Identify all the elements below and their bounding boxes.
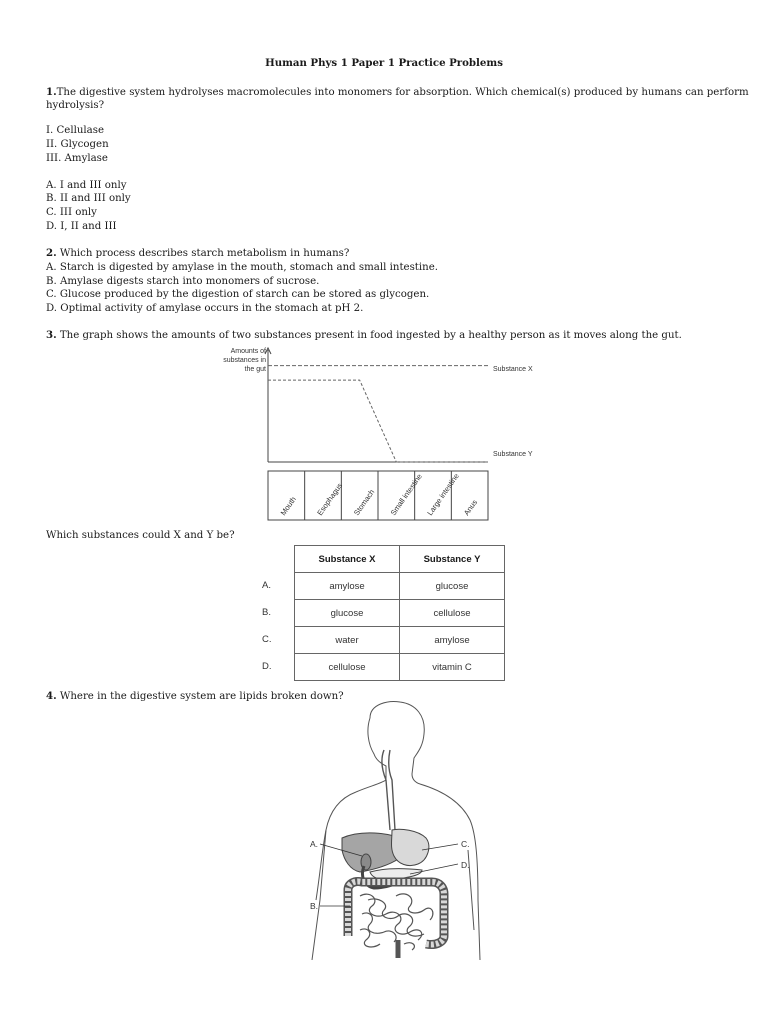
table-row [295,600,505,627]
row-letter: B. [262,607,271,618]
digestive-system-diagram [300,700,500,960]
diagram-label-a: A. [310,839,319,849]
face-outline [356,718,386,792]
q2-option: C. Glucose produced by the digestion of starch can be stored as glycogen. [46,289,430,300]
q2-option: A. Starch is digested by amylase in the mouth, stomach and small intestine. [46,262,438,273]
question-1-text-cont: hydrolysis? [46,100,105,111]
question-3-text: The graph shows the amounts of two substances present in food ingested by a healthy person as it moves along the gut. [56,330,682,341]
question-1-number: 1. [46,86,57,98]
diagram-label-d: D. [461,860,470,870]
q1-item: III. Amylase [46,153,108,164]
table-row [295,627,505,654]
q1-option: D. I, II and III [46,221,117,232]
question-2-text: Which process describes starch metabolism in humans? [56,248,350,259]
row-letter: D. [262,661,272,672]
table-cell: water [295,627,400,654]
table-cell: cellulose [295,654,400,681]
q1-item: I. Cellulase [46,125,104,136]
head-outline [370,702,424,784]
answer-table [294,545,505,681]
question-2-number: 2. [46,247,57,259]
question-4 [46,690,344,704]
category-label: Mouth [278,494,298,518]
table-cell: glucose [400,573,505,600]
question-4-number: 4. [46,690,57,702]
row-letter: C. [262,634,272,645]
torso-right [420,784,480,960]
stomach [392,829,429,865]
q2-option: B. Amylase digests starch into monomers of sucrose. [46,276,320,287]
question-3-follow-up: Which substances could X and Y be? [46,530,235,541]
question-4-text: Where in the digestive system are lipids broken down? [56,691,344,702]
category-label: Small intestine [388,472,424,518]
pointer-line-d [410,864,458,874]
question-3-number: 3. [46,329,57,341]
table-cell: cellulose [400,600,505,627]
table-header-row [295,546,505,573]
row-letter: A. [262,580,271,591]
table-cell: vitamin C [400,654,505,681]
q2-option: D. Optimal activity of amylase occurs in the stomach at pH 2. [46,303,364,314]
category-label: Anus [461,497,480,518]
q1-item: II. Glycogen [46,139,109,150]
table-cell: amylose [400,627,505,654]
q1-option: C. III only [46,207,97,218]
table-header: Substance Y [400,546,505,573]
category-label: Esophagus [315,481,345,518]
series-line-y [268,380,488,462]
series-label-x: Substance X [493,366,533,373]
category-label: Stomach [351,487,377,518]
q1-option: A. I and III only [46,180,127,191]
question-1-text: The digestive system hydrolyses macromolecules into monomers for absorption. Which chemical(s) produced by humans can perform [56,87,749,98]
q1-option: B. II and III only [46,193,131,204]
category-label: Large intestine [425,471,461,518]
diagram-label-b: B. [310,901,319,911]
diagram-label-c: C. [461,839,470,849]
table-row [295,654,505,681]
chart-y-axis-label: Amounts of substances in the gut [223,348,266,373]
table-row [295,573,505,600]
table-header: Substance X [295,546,400,573]
page-title: Human Phys 1 Paper 1 Practice Problems [265,57,503,69]
table-cell: amylose [295,573,400,600]
table-cell: glucose [295,600,400,627]
series-label-y: Substance Y [493,451,533,458]
